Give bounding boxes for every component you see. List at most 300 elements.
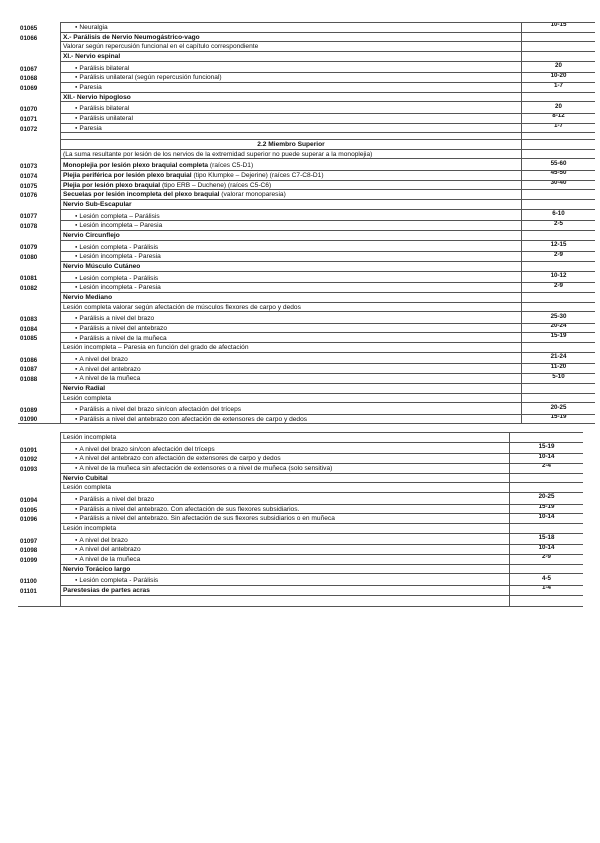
table-row-01089 [18,403,595,415]
row-description [61,343,522,353]
row-description [61,92,522,102]
row-description-text: Nervio Mediano [63,293,113,301]
table-row-01086 [18,352,595,364]
table-row [18,292,595,302]
table-row-01068 [18,73,595,83]
row-code: 01092 [20,456,38,464]
row-value-text: 1-4 [542,585,551,592]
table-row-01075 [18,180,595,190]
table-row [18,261,595,271]
row-description-text: ● Lesión incompleta - Paresia [75,284,161,291]
row-value [522,32,596,42]
row-value-text: 20 [555,62,562,70]
row-description-text: ● A nivel del brazo [75,356,128,363]
row-value-text: 5-10 [552,373,565,380]
row-value [522,159,596,171]
row-description [61,364,522,374]
row-description-text: Lesión incompleta – Paresia en función del grado de afectación [63,344,249,352]
table-row-01066 [18,32,595,42]
row-code: 01096 [20,516,38,524]
row-description-text: ● A nivel de la muñeca [75,375,140,382]
row-value-text: 1-7 [554,82,563,89]
row-description-text: ● Lesión incompleta – Paresia [75,222,162,229]
row-code: 01094 [20,496,38,504]
row-code: 01086 [20,356,38,364]
table-row-01093 [18,463,583,473]
row-description [61,230,522,240]
row-description-text: X.- Parálisis de Nervio Neumogástrico-vago [63,33,200,41]
row-description-text: ● A nivel del antebrazo [75,546,141,553]
row-value-text: 21-24 [550,353,567,361]
row-description [61,23,522,33]
row-value-text: 1-7 [554,123,563,130]
row-description [61,123,522,133]
row-description-text: ● Parálisis a nivel de la muñeca [75,335,167,342]
row-description-text: Monoplejia por lesión plexo braquial completa [63,162,209,170]
row-value-text: 4-5 [542,574,551,582]
row-value [522,292,596,302]
row-value [510,504,584,514]
row-value [522,383,596,393]
row-description-text: Nervio Radial [63,384,106,392]
row-description-text: ● Parálisis bilateral [75,105,129,112]
row-code [18,230,61,240]
row-value [522,23,596,33]
row-value [522,352,596,364]
table-row-01088 [18,374,595,384]
row-value [522,393,596,403]
row-code: 01090 [18,414,61,424]
table-row [18,433,583,443]
row-description [61,524,510,534]
row-description [61,312,522,324]
row-code [18,383,61,393]
table-row [18,230,595,240]
table-row [18,42,595,52]
row-description [61,52,522,62]
row-value [522,42,596,52]
row-description-text: ● A nivel del antebrazo [75,366,141,373]
row-description-text: Plejia periférica por lesión plexo braquial [63,171,192,179]
table-row [18,483,583,493]
row-description-text: ● Parálisis unilateral [75,115,133,122]
row-code [18,524,61,534]
row-description [61,42,522,52]
row-value-text: 15-19 [538,504,555,511]
row-value [522,403,596,415]
row-value [510,454,584,464]
row-value [522,221,596,231]
row-code [18,199,61,209]
row-description-text: XI.- Nervio espinal [63,53,121,61]
row-value [510,574,584,586]
row-description-text: Nervio Músculo Cutáneo [63,262,141,270]
table-row-01065 [18,23,595,33]
table-row-01099 [18,554,583,564]
row-code: 01089 [20,407,38,415]
row-description-text: ● Parálisis a nivel del brazo [75,315,154,322]
table-row-01090 [18,414,595,424]
row-value-text: 10-14 [538,453,555,460]
row-description [61,323,522,333]
row-description [61,209,522,221]
table-row-01083 [18,312,595,324]
row-code: 01081 [20,275,38,283]
row-value-text: 30-40 [550,180,567,187]
row-description [61,483,510,493]
row-value-text: 10-14 [538,513,555,520]
table-row-01081 [18,271,595,283]
table-row-01098 [18,545,583,555]
table-row [18,343,595,353]
row-description [61,240,522,252]
row-code: 01069 [20,85,38,93]
row-description-text: ● Parálisis a nivel del antebrazo. Sin afectación de sus flexores subsidiarios o en muñeca [75,515,335,522]
table-row-01074 [18,170,595,180]
row-value [510,533,584,545]
row-code [18,343,61,353]
row-description-text: ● A nivel del brazo [75,537,128,544]
row-value-text: 20-25 [550,403,567,411]
row-value-text: 10-14 [538,544,555,551]
table-row-01073 [18,159,595,171]
row-description-text: Nervio Torácico largo [63,565,131,573]
row-description-note: (raíces C5-D1) [208,162,254,170]
table-row-01097 [18,533,583,545]
row-code [18,433,61,443]
row-description-text: 2.2 Miembro Superior [257,140,325,148]
row-value [522,92,596,102]
row-description [61,221,522,231]
row-value [522,83,596,93]
table-row-01079 [18,240,595,252]
row-code: 01087 [20,366,38,374]
row-code: 01073 [20,163,38,171]
row-description-text: ● Paresia [75,84,102,91]
row-description [61,473,510,483]
row-value-text: 55-60 [550,159,567,167]
row-value-text: 15-18 [538,534,555,542]
row-value [522,240,596,252]
row-code: 01082 [20,285,38,293]
row-description [61,73,522,83]
row-description-text: ● Parálisis a nivel del antebrazo [75,325,167,332]
table-row [18,199,595,209]
row-code: 01093 [20,465,38,473]
row-description [61,333,522,343]
row-value-text: 2-4 [542,463,551,470]
table-row-01091 [18,442,583,454]
row-description [61,393,522,403]
row-description [61,199,522,209]
row-value-text: 45-50 [550,170,567,177]
row-description-text: Nervio Circunflejo [63,231,120,239]
row-description-text: ● Lesión completa – Parálisis [75,213,160,220]
row-code: 01076 [20,192,38,200]
row-value-text: 15-19 [538,443,555,451]
row-value [522,414,596,424]
row-code: 01074 [20,172,38,180]
table-row [18,139,595,149]
baremo-table-lower [18,432,583,607]
table-row-01100 [18,574,583,586]
row-code: 01065 [20,24,38,32]
row-description-note: (tipo Klumpke – Dejerine) (raíces C7-C8-D1) [191,171,324,179]
row-value [522,364,596,374]
row-value [522,52,596,62]
row-code: 01083 [20,316,38,324]
row-value [510,554,584,564]
table-row-01067 [18,61,595,73]
row-description-text: (La suma resultante por lesión de los nervios de la extremidad superior no puede superar a la monoplejia) [63,150,373,158]
row-value [510,473,584,483]
row-description [61,261,522,271]
row-code: 01066 [20,34,38,42]
row-description-text: Nervio Cubital [63,474,108,482]
row-value [510,595,584,606]
row-description-text: Secuelas por lesión incompleta del plexo braquial [63,191,220,199]
row-description-text: Lesión incompleta [63,525,117,533]
table-row-01094 [18,493,583,505]
row-code: 01099 [20,556,38,564]
table-row-01076 [18,190,595,200]
row-description-note: (valorar monoparesia) [219,191,286,199]
row-description [61,374,522,384]
row-value [510,442,584,454]
row-value [522,312,596,324]
row-value-text: 10-20 [550,72,567,79]
table-row-01072 [18,123,595,133]
row-description-text: ● Parálisis a nivel del antebrazo. Con afectación de sus flexores subsidiarios. [75,506,299,513]
row-code [18,393,61,403]
row-description [61,352,522,364]
table-row [18,383,595,393]
row-description [61,190,522,200]
row-code: 01095 [20,506,38,514]
row-value-text: 10-15 [550,22,567,29]
row-code: 01088 [20,376,38,384]
row-value [522,114,596,124]
table-row-01070 [18,102,595,114]
row-value [522,190,596,200]
row-description [61,585,510,595]
row-value-text: 2-9 [542,554,551,561]
row-code [18,52,61,62]
row-description [61,102,522,114]
row-value-text: 10-12 [550,271,567,279]
row-description [61,564,510,574]
table-row-01095 [18,504,583,514]
row-value [522,283,596,293]
table-row [18,302,595,312]
row-value-text: 6-10 [552,209,565,217]
table-row-01082 [18,283,595,293]
row-value [522,149,596,159]
table-row [18,473,583,483]
table-row [18,52,595,62]
table-row-01071 [18,114,595,124]
row-description-text: ● Lesión completa - Parálisis [75,275,158,282]
row-code: 01070 [20,106,38,114]
row-value [522,261,596,271]
table-row-01069 [18,83,595,93]
row-value [510,514,584,524]
table-row-01084 [18,323,595,333]
row-code: 01098 [20,547,38,555]
row-value-text: 20-25 [538,493,555,501]
row-code [18,302,61,312]
row-description-text: Lesión completa [63,484,112,492]
table-row-01078 [18,221,595,231]
row-description-text: ● Lesión completa - Parálisis [75,244,158,251]
row-description [61,433,510,443]
row-code [18,261,61,271]
row-value-text: 25-30 [550,312,567,320]
row-description [61,533,510,545]
row-description-text: ● A nivel de la muñeca sin afectación de extensores o a nivel de muñeca (solo sensitiva) [75,465,332,472]
row-value [510,463,584,473]
row-value [522,252,596,262]
row-code [18,473,61,483]
baremo-table-upper [18,22,595,424]
row-code: 01091 [20,446,38,454]
row-description-text: ● Parálisis a nivel del brazo sin/con afectación del tríceps [75,406,241,413]
table-row-01092 [18,454,583,464]
row-description [61,514,510,524]
row-description-text: ● Parálisis a nivel del antebrazo con afectación de extensores de carpo y dedos [75,416,307,423]
row-description-text: Lesión incompleta [63,434,117,442]
row-value [522,209,596,221]
row-value [510,483,584,493]
table-row [18,393,595,403]
row-code: 01097 [20,537,38,545]
row-value [522,123,596,133]
row-value-text: 15-19 [550,414,567,421]
row-description-text: Lesión completa valorar según afectación de músculos flexores de carpo y dedos [63,303,301,311]
row-value-text: 2-5 [554,220,563,227]
row-description-text: ● Lesión completa - Parálisis [75,577,158,584]
row-description-note: (tipo ERB – Duchene) (raíces C5-C6) [160,181,272,189]
row-value [522,323,596,333]
table-row-01087 [18,364,595,374]
row-code [18,42,61,52]
row-value-text: 8-12 [552,113,565,120]
row-code: 01084 [20,325,38,333]
row-value [522,302,596,312]
row-description [61,61,522,73]
row-description-text: ● A nivel del brazo sin/con afectación del tríceps [75,446,215,453]
row-value [510,433,584,443]
row-value [522,170,596,180]
row-description [61,442,510,454]
table-row-01080 [18,252,595,262]
row-description [61,292,522,302]
table-row [18,92,595,102]
row-code [18,149,61,159]
row-code: 01101 [20,587,37,595]
row-code [18,595,61,606]
row-description [61,180,522,190]
row-description-text: XII.- Nervio hipogloso [63,93,131,101]
row-description [61,283,522,293]
row-description [61,463,510,473]
row-description [61,454,510,464]
row-value [522,73,596,83]
row-code [18,564,61,574]
row-description [61,252,522,262]
row-description [61,114,522,124]
row-value-text: 15-19 [550,332,567,339]
row-description [61,504,510,514]
row-value [522,102,596,114]
row-description-text: ● Parálisis unilateral (según repercusión funcional) [75,74,222,81]
row-code: 01067 [20,65,38,73]
row-value [522,374,596,384]
row-code: 01100 [20,578,37,586]
row-value [510,564,584,574]
row-description-text: ● Paresia [75,125,102,132]
table-row-01077 [18,209,595,221]
row-value-text: 2-9 [554,251,563,258]
row-code: 01068 [20,75,38,83]
row-description-text: Nervio Sub-Escapular [63,201,132,208]
row-value [510,545,584,555]
row-description [61,595,510,606]
row-code: 01075 [20,182,38,190]
table-row-01096 [18,514,583,524]
row-value-text: 11-20 [550,363,567,370]
row-description-text: Valorar según repercusión funcional en el capítulo correspondiente [63,43,259,51]
table-row [18,149,595,159]
row-description [61,83,522,93]
table-row [18,595,583,606]
table-row [18,564,583,574]
row-code: 01072 [20,125,38,133]
row-value [510,524,584,534]
row-description [61,554,510,564]
row-code [18,292,61,302]
row-description [61,574,510,586]
row-code: 01077 [20,213,38,221]
row-code: 01071 [20,115,38,123]
row-value [522,343,596,353]
row-description [61,545,510,555]
row-description [61,403,522,415]
row-value [522,199,596,209]
row-description-text: Parestesias de partes acras [63,587,150,595]
row-value [522,180,596,190]
row-description [61,271,522,283]
row-description-text: Plejia por lesión plexo braquial [63,181,161,189]
row-description [61,32,522,42]
table-row-01101 [18,585,583,595]
row-code: 01080 [20,254,38,262]
row-value [522,61,596,73]
row-description [61,383,522,393]
row-description-text: ● Neuralgia [75,24,108,31]
row-code: 01079 [20,244,38,252]
row-value [522,230,596,240]
row-description-text: ● Parálisis a nivel del brazo [75,496,154,503]
row-description-text: Lesión completa [63,394,112,402]
row-value [510,493,584,505]
row-description-text: ● A nivel del antebrazo con afectación de extensores de carpo y dedos [75,455,281,462]
row-description [61,139,522,149]
row-description [61,170,522,180]
row-code: 01078 [20,223,38,231]
row-value [522,333,596,343]
table-row-01085 [18,333,595,343]
